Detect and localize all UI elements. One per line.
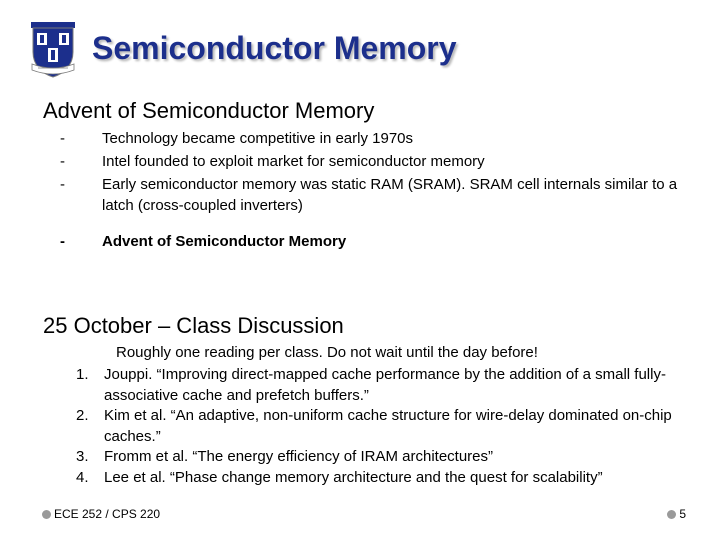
list-item bbox=[60, 230, 700, 253]
footer-course bbox=[42, 507, 160, 521]
list-item bbox=[76, 365, 686, 406]
bullet-marker: - bbox=[60, 153, 65, 170]
list-item bbox=[76, 406, 686, 447]
reading-number: 1. bbox=[76, 366, 89, 383]
reading-text: Lee et al. “Phase change memory architecture and the quest for scalability” bbox=[104, 468, 603, 486]
bullet-marker: - bbox=[60, 130, 65, 147]
bullet-text: Early semiconductor memory was static RAM (SRAM). SRAM cell internals similar to a latch (cross-coupled inverters) bbox=[102, 176, 678, 214]
list-item bbox=[60, 173, 700, 216]
reading-text: Kim et al. “An adaptive, non-uniform cache structure for wire-delay dominated on-chip caches.” bbox=[104, 407, 672, 445]
bullet-marker: - bbox=[60, 233, 65, 250]
list-item bbox=[60, 127, 700, 150]
bullet-dot-icon bbox=[667, 510, 676, 519]
section-heading-class-discussion: 25 October – Class Discussion bbox=[43, 313, 344, 338]
bullet-list bbox=[60, 127, 700, 253]
bullet-text: Intel founded to exploit market for semiconductor memory bbox=[102, 153, 485, 170]
list-item bbox=[76, 468, 686, 489]
slide-title: Semiconductor Memory bbox=[92, 30, 457, 66]
reading-number: 4. bbox=[76, 468, 89, 486]
bullet-text: Technology became competitive in early 1970s bbox=[102, 130, 414, 147]
reading-intro: Roughly one reading per class. Do not wait until the day before! bbox=[116, 344, 538, 361]
list-item bbox=[76, 447, 686, 468]
reading-list bbox=[76, 365, 686, 488]
reading-number: 3. bbox=[76, 448, 89, 465]
footer-course-label: ECE 252 / CPS 220 bbox=[54, 507, 161, 521]
bullet-marker: - bbox=[60, 176, 65, 193]
bullet-dot-icon bbox=[42, 510, 51, 519]
bullet-text: Advent of Semiconductor Memory bbox=[102, 233, 347, 250]
page-number: 5 bbox=[679, 507, 686, 521]
reading-text: Fromm et al. “The energy efficiency of IRAM architectures” bbox=[104, 448, 494, 465]
footer-page bbox=[667, 507, 686, 521]
university-shield-logo bbox=[28, 22, 78, 78]
reading-number: 2. bbox=[76, 407, 89, 424]
section-heading-advent: Advent of Semiconductor Memory bbox=[43, 98, 375, 123]
reading-text: Jouppi. “Improving direct-mapped cache performance by the addition of a small fully-associative cache and prefetch buffers.” bbox=[104, 366, 666, 404]
list-item bbox=[60, 150, 700, 173]
